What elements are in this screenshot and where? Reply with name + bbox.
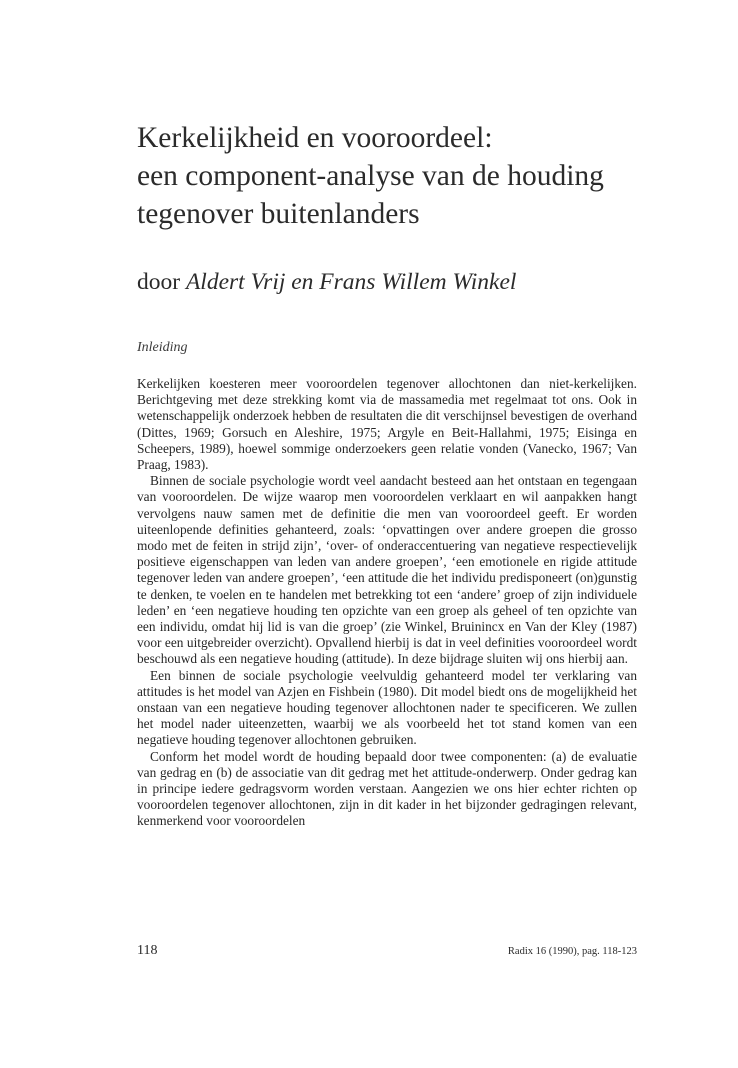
section-heading: Inleiding [137,340,188,355]
authors: Aldert Vrij en Frans Willem Winkel [185,269,517,295]
journal-citation: Radix 16 (1990), pag. 118-123 [507,946,637,957]
page-number: 118 [137,943,158,958]
byline [137,267,657,297]
paragraph: Een binnen de sociale psychologie veelvuldig gehanteerd model ter verklaring van attitudes is het model van Azjen en Fishbein (1980). Dit model biedt ons de mogelijkheid het onstaan van een negatieve houding tegenover allochtonen nader te specificeren. We zullen het model nader uiteenzetten, waarbij we als voorbeeld het tot stand komen van een negatieve houding tegenover allochtonen gebruiken. [137,667,637,748]
paragraph: Kerkelijken koesteren meer vooroordelen tegenover allochtonen dan niet-kerkelijken. Berichtgeving met deze strekking komt via de massamedia met regelmaat tot ons. Ook in wetenschappelijk onderzoek hebben de resultaten die dit verschijnsel bevestigen de overhand (Dittes, 1969; Gorsuch en Aleshire, 1975; Argyle en Beit-Hallahmi, 1975; Eisinga en Scheepers, 1989), hoewel sommige onderzoekers geen relatie vonden (Vanecko, 1967; Van Praag, 1983). [137,376,637,473]
paragraph: Conform het model wordt de houding bepaald door twee componenten: (a) de evaluatie van gedrag en (b) de associatie van dit gedrag met het attitude-onderwerp. Onder gedrag kan in principe iedere gedragsvorm worden verstaan. Aangezien we ons hier echter richten op vooroordelen tegenover allochtonen, zijn in dit kader in het bijzonder gedragingen relevant, kenmerkend voor vooroordelen [137,748,637,829]
paragraph: Binnen de sociale psychologie wordt veel aandacht besteed aan het ontstaan en tegengaan van vooroordelen. De wijze waarop men vooroordelen verklaart en wil aanpakken hangt vervolgens nauw samen met de definitie die men van vooroordeel geeft. Er worden uiteenlopende definities gehanteerd, zoals: ‘opvattingen over andere groepen die grosso modo met de feiten in strijd zijn’, ‘over- of onderaccentuering van negatieve respectievelijk positieve eigenschappen van leden van andere groepen’, ‘een emotionele en rigide attitude tegenover leden van andere groepen’, ‘een attitude die het individu predisponeert (on)gunstig te denken, te voelen en te handelen met betrekking tot een ‘andere’ groep of zijn individuele leden’ en ‘een negatieve houding ten opzichte van een groep als geheel of ten opzichte van een individu, omdat hij lid is van die groep’ (zie Winkel, Bruinincx en Van der Kley (1987) voor een uitgebreider overzicht). Opvallend hierbij is dat in veel definities vooroordeel wordt beschouwd als een negatieve houding (attitude). In deze bijdrage sluiten wij ons hierbij aan. [137,473,637,667]
article-body [137,376,637,830]
byline-prefix: door [137,269,181,295]
title-line: tegenover buitenlanders [137,198,420,230]
title-line: een component-analyse van de houding [137,160,604,192]
article-title [137,119,697,233]
title-line: Kerkelijkheid en vooroordeel: [137,122,493,154]
